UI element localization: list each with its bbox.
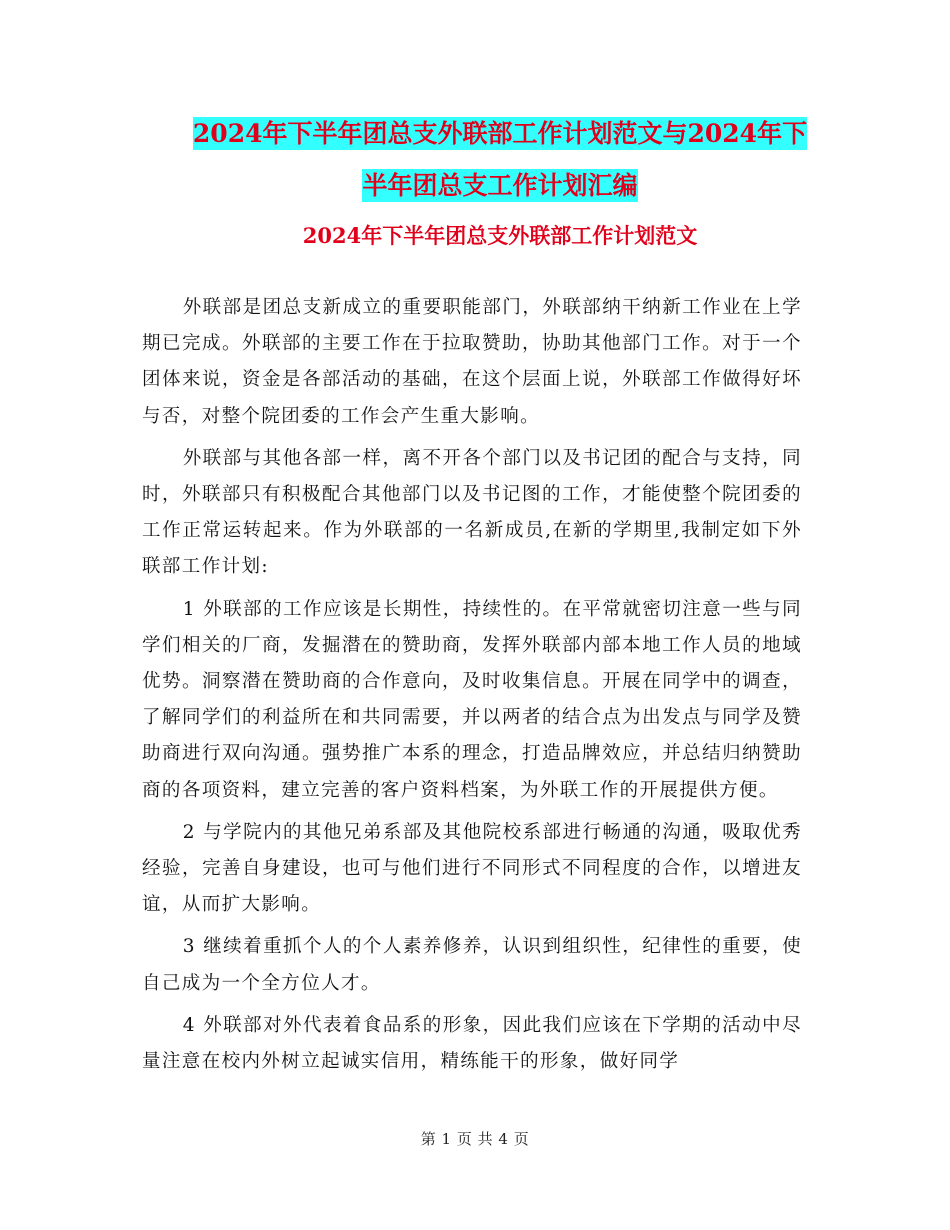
document-title: [140, 108, 860, 212]
body-paragraph: 外联部与其他各部一样，离不开各个部门以及书记团的配合与支持，同时，外联部只有积极配合其他部门以及书记图的工作，才能使整个院团委的工作正常运转起来。作为外联部的一名新成员,在新的学期里,我制定如下外联部工作计划:: [142, 447, 802, 578]
page-footer: [0, 1128, 950, 1149]
document-title-line-1: 2024年下半年团总支外联部工作计划范文与2024年下: [192, 119, 808, 148]
document-title-line-2: 半年团总支工作计划汇编: [362, 171, 638, 200]
body-paragraph: 3 继续着重抓个人的个人素养修养，认识到组织性，纪律性的重要，使自己成为一个全方位人才。: [142, 936, 802, 994]
page-number-label: 第 1 页 共 4 页: [420, 1130, 530, 1148]
body-paragraph: 4 外联部对外代表着食品系的形象，因此我们应该在下学期的活动中尽量注意在校内外树立起诚实信用，精练能干的形象，做好同学: [142, 1014, 802, 1073]
body-paragraph: 1 外联部的工作应该是长期性，持续性的。在平常就密切注意一些与同学们相关的厂商，发掘潜在的赞助商，发挥外联部内部本地工作人员的地域优势。洞察潜在赞助商的合作意向，及时收集信息。开展在同学中的调查，了解同学们的利益所在和共同需要，并以两者的结合点为出发点与同学及赞助商进行双向沟通。强势推广本系的理念，打造品牌效应，并总结归纳赞助商的各项资料，建立完善的客户资料档案，为外联工作的开展提供方便。: [142, 598, 802, 801]
section-title: 2024年下半年团总支外联部工作计划范文: [302, 223, 698, 248]
body-paragraph: 外联部是团总支新成立的重要职能部门，外联部纳干纳新工作业在上学期已完成。外联部的主要工作在于拉取赞助，协助其他部门工作。对于一个团体来说，资金是各部活动的基础，在这个层面上说，外联部工作做得好坏与否，对整个院团委的工作会产生重大影响。: [142, 297, 802, 427]
document-body: [142, 290, 802, 1086]
body-paragraph: 2 与学院内的其他兄弟系部及其他院校系部进行畅通的沟通，吸取优秀经验，完善自身建设，也可与他们进行不同形式不同程度的合作，以增进友谊，从而扩大影响。: [142, 821, 802, 916]
